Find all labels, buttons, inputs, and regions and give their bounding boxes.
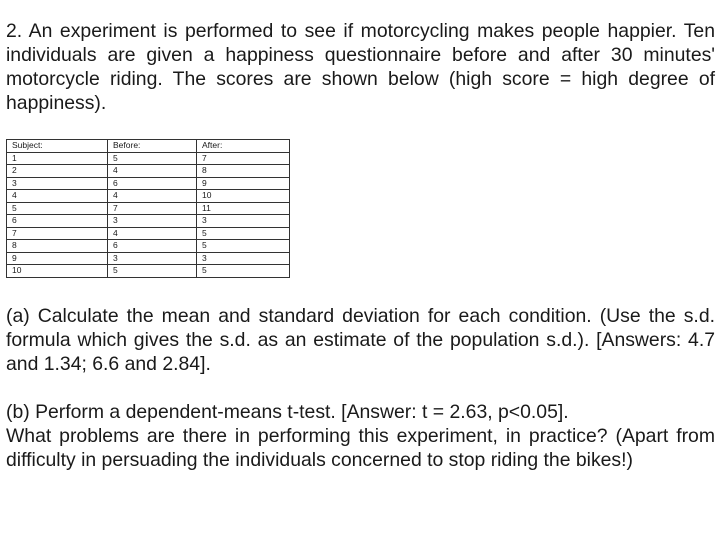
table-row: [7, 265, 290, 278]
table-row: [7, 215, 290, 228]
cell-subject: 9: [7, 252, 108, 265]
table-row: [7, 227, 290, 240]
cell-before: 4: [108, 165, 197, 178]
scores-table-body: [7, 140, 290, 278]
table-row: [7, 165, 290, 178]
cell-before: 4: [108, 190, 197, 203]
header-after: After:: [197, 140, 290, 153]
cell-after: 5: [197, 227, 290, 240]
cell-before: 3: [108, 215, 197, 228]
cell-subject: 3: [7, 177, 108, 190]
cell-before: 3: [108, 252, 197, 265]
table-row: [7, 252, 290, 265]
cell-subject: 5: [7, 202, 108, 215]
cell-before: 6: [108, 177, 197, 190]
cell-before: 5: [108, 265, 197, 278]
cell-subject: 10: [7, 265, 108, 278]
cell-after: 3: [197, 215, 290, 228]
header-subject: Subject:: [7, 140, 108, 153]
question-part-a: (a) Calculate the mean and standard deviation for each condition. (Use the s.d. formula which gives the s.d. as an estimate of the population s.d.). [Answers: 4.7 and 1.34; 6.6 and 2.84].: [6, 305, 715, 375]
table-row: [7, 240, 290, 253]
cell-subject: 4: [7, 190, 108, 203]
cell-subject: 1: [7, 152, 108, 165]
table-row: [7, 190, 290, 203]
question-part-b: (b) Perform a dependent-means t-test. [Answer: t = 2.63, p<0.05].: [6, 401, 569, 423]
cell-after: 11: [197, 202, 290, 215]
cell-after: 7: [197, 152, 290, 165]
cell-before: 4: [108, 227, 197, 240]
question-intro: 2. An experiment is performed to see if motorcycling makes people happier. Ten individuals are given a happiness questionnaire before and after 30 minutes' motorcycle riding. The scores are shown below (high score = high degree of happiness).: [6, 20, 715, 114]
cell-after: 8: [197, 165, 290, 178]
cell-after: 5: [197, 240, 290, 253]
table-row: [7, 202, 290, 215]
header-before: Before:: [108, 140, 197, 153]
table-header-row: [7, 140, 290, 153]
cell-after: 3: [197, 252, 290, 265]
cell-after: 5: [197, 265, 290, 278]
scores-table: [6, 139, 290, 278]
cell-after: 9: [197, 177, 290, 190]
table-row: [7, 152, 290, 165]
cell-subject: 7: [7, 227, 108, 240]
table-row: [7, 177, 290, 190]
cell-before: 7: [108, 202, 197, 215]
question-part-c: What problems are there in performing this experiment, in practice? (Apart from difficulty in persuading the individuals concerned to stop riding the bikes!): [6, 425, 715, 471]
cell-subject: 8: [7, 240, 108, 253]
cell-after: 10: [197, 190, 290, 203]
cell-before: 6: [108, 240, 197, 253]
cell-subject: 2: [7, 165, 108, 178]
cell-subject: 6: [7, 215, 108, 228]
cell-before: 5: [108, 152, 197, 165]
